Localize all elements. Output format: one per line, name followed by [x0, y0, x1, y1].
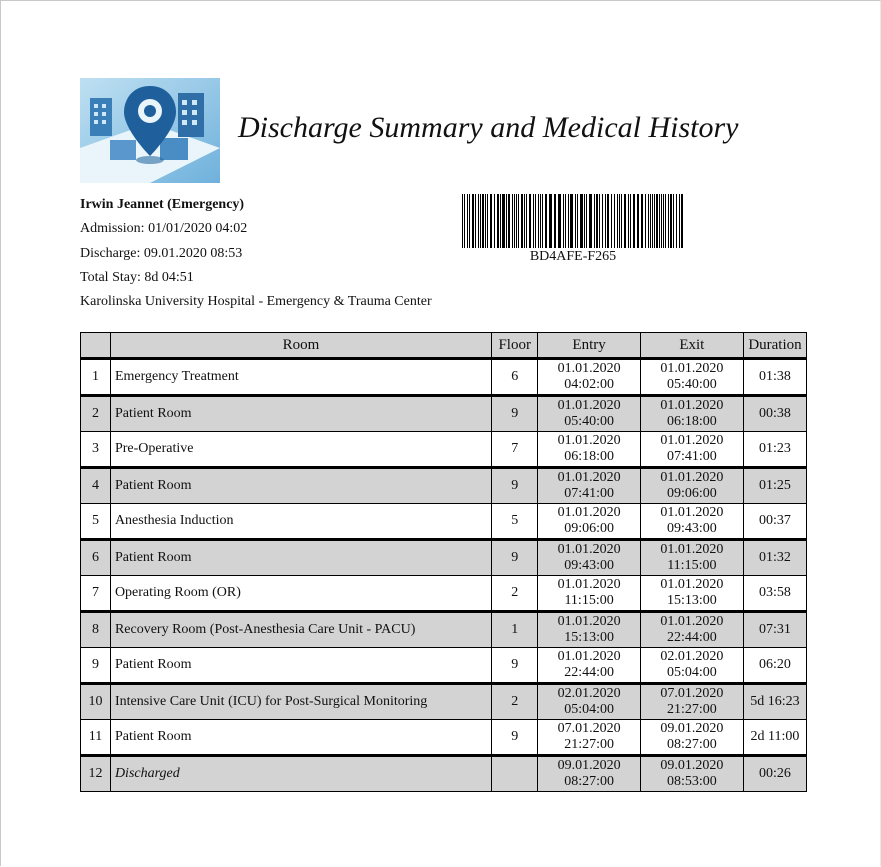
exit-time: 15:13:00 [666, 593, 717, 608]
header-exit: Exit [640, 333, 743, 359]
barcode-bar [512, 194, 513, 248]
duration-text: 01:23 [759, 441, 791, 456]
entry-datetime [538, 648, 640, 684]
floor [492, 468, 538, 504]
barcode-bar [521, 194, 523, 248]
header-duration: Duration [743, 333, 806, 359]
barcode-bar [545, 194, 547, 248]
barcode-bar [464, 194, 465, 248]
barcode-bar [485, 194, 486, 248]
row-number-text: 5 [91, 513, 99, 528]
barcode-bar [586, 194, 587, 248]
barcode-bar [599, 194, 600, 248]
room-name [110, 576, 491, 612]
exit-datetime [640, 756, 743, 792]
duration [743, 359, 806, 396]
duration [743, 756, 806, 792]
barcode-bar [554, 194, 556, 248]
exit-date: 01.01.2020 [660, 613, 724, 629]
room-name-text: Patient Room [114, 478, 192, 493]
barcode-bar [575, 194, 576, 248]
exit-datetime [640, 396, 743, 432]
entry-datetime [538, 684, 640, 720]
barcode-bar [538, 194, 539, 248]
table-header-row [81, 333, 807, 359]
entry-datetime [538, 720, 640, 756]
room-name [110, 468, 491, 504]
barcode-bar [490, 194, 492, 248]
row-number-text: 3 [91, 441, 99, 456]
entry-date: 01.01.2020 [557, 541, 621, 557]
duration-text: 00:38 [759, 406, 791, 421]
exit-datetime [640, 684, 743, 720]
floor-text: 1 [511, 622, 519, 637]
barcode-bar [568, 194, 569, 248]
document-title: Discharge Summary and Medical History [238, 111, 739, 144]
barcode-bar [533, 194, 534, 248]
room-name-text: Patient Room [114, 729, 192, 744]
barcode-bar [659, 194, 660, 248]
duration [743, 432, 806, 468]
row-number [81, 396, 111, 432]
row-number-text: 10 [88, 694, 103, 709]
barcode-bar [584, 194, 585, 248]
entry-date: 01.01.2020 [557, 397, 621, 413]
row-number-text: 2 [91, 406, 99, 421]
total-stay: Total Stay: 8d 04:51 [80, 269, 194, 285]
row-number-text: 1 [91, 369, 99, 384]
row-number [81, 648, 111, 684]
entry-date: 09.01.2020 [557, 757, 621, 773]
room-name-text: Patient Room [114, 657, 192, 672]
barcode-bar [472, 194, 474, 248]
duration [743, 540, 806, 576]
duration [743, 684, 806, 720]
duration-text: 2d 11:00 [750, 729, 800, 744]
entry-time: 08:27:00 [564, 774, 614, 789]
floor-text: 2 [511, 585, 519, 600]
exit-date: 01.01.2020 [660, 397, 724, 413]
duration [743, 468, 806, 504]
hospital-location-icon [80, 78, 220, 183]
patient-name: Irwin Jeannet (Emergency) [80, 197, 245, 212]
floor [492, 504, 538, 540]
barcode-bar [645, 194, 646, 248]
entry-time: 05:04:00 [564, 702, 614, 717]
barcode-bar [611, 194, 612, 248]
room-history-table [80, 332, 807, 792]
barcode-bar [577, 194, 578, 248]
row-number [81, 612, 111, 648]
barcode-bar [469, 194, 470, 248]
barcode-bar [596, 194, 598, 248]
room-name [110, 540, 491, 576]
entry-time: 05:40:00 [564, 414, 614, 429]
table-row [81, 648, 807, 684]
entry-time: 11:15:00 [564, 593, 614, 608]
row-number [81, 720, 111, 756]
exit-date: 07.01.2020 [660, 685, 724, 701]
exit-time: 11:15:00 [667, 558, 717, 573]
room-name [110, 720, 491, 756]
entry-date: 01.01.2020 [557, 648, 621, 664]
barcode-bar [589, 194, 592, 248]
entry-datetime [538, 504, 640, 540]
header-entry: Entry [538, 333, 640, 359]
entry-time: 07:41:00 [564, 486, 614, 501]
floor [492, 576, 538, 612]
row-number-text: 9 [91, 657, 99, 672]
floor [492, 648, 538, 684]
entry-time: 06:18:00 [564, 449, 614, 464]
hospital-logo [80, 78, 220, 183]
room-name [110, 684, 491, 720]
barcode-bar [628, 194, 629, 248]
floor [492, 396, 538, 432]
header-number [81, 333, 111, 359]
entry-datetime [538, 432, 640, 468]
barcode-bar [563, 194, 564, 248]
floor [492, 756, 538, 792]
duration [743, 504, 806, 540]
exit-datetime [640, 576, 743, 612]
floor [492, 684, 538, 720]
room-name [110, 396, 491, 432]
entry-time: 22:44:00 [564, 665, 614, 680]
barcode-bar [475, 194, 476, 248]
header-floor: Floor [492, 333, 538, 359]
facility-name: Karolinska University Hospital - Emergency & Trauma Center [80, 294, 432, 310]
barcode-bar [506, 194, 507, 248]
admission-date: Admission: 01/01/2020 04:02 [80, 221, 248, 237]
duration-text: 01:25 [759, 478, 791, 493]
entry-datetime [538, 540, 640, 576]
barcode-bar [617, 194, 618, 248]
row-number [81, 359, 111, 396]
table-row [81, 396, 807, 432]
exit-time: 08:53:00 [666, 774, 717, 789]
floor-text: 2 [511, 694, 519, 709]
table-row [81, 756, 807, 792]
barcode-bar [502, 194, 505, 248]
duration [743, 648, 806, 684]
barcode-bar [524, 194, 525, 248]
barcode [460, 194, 686, 250]
exit-datetime [640, 540, 743, 576]
barcode-bar [549, 194, 552, 248]
barcode-bar [670, 194, 672, 248]
room-name-text: Intensive Care Unit (ICU) for Post-Surgical Monitoring [114, 694, 428, 709]
barcode-bar [665, 194, 666, 248]
floor-text: 6 [511, 369, 519, 384]
barcode-bar [673, 194, 674, 248]
barcode-bar [650, 194, 651, 248]
duration-text: 07:31 [759, 622, 791, 637]
exit-date: 02.01.2020 [660, 648, 724, 664]
entry-date: 01.01.2020 [557, 613, 621, 629]
entry-date: 01.01.2020 [557, 576, 621, 592]
exit-datetime [640, 432, 743, 468]
exit-datetime [640, 720, 743, 756]
barcode-bar [633, 194, 635, 248]
entry-datetime [538, 576, 640, 612]
entry-time: 09:43:00 [564, 558, 614, 573]
floor [492, 540, 538, 576]
barcode-bar [663, 194, 664, 248]
floor-text: 9 [511, 729, 519, 744]
entry-time: 04:02:00 [564, 377, 614, 392]
barcode-bar [580, 194, 583, 248]
header-room: Room [110, 333, 491, 359]
table-row [81, 576, 807, 612]
room-name [110, 359, 491, 396]
entry-time: 09:06:00 [564, 521, 614, 536]
exit-datetime [640, 612, 743, 648]
entry-date: 01.01.2020 [557, 432, 621, 448]
barcode-bar [467, 194, 468, 248]
duration-text: 5d 16:23 [750, 694, 800, 709]
barcode-bar [624, 194, 626, 248]
room-name [110, 648, 491, 684]
table-row [81, 432, 807, 468]
entry-datetime [538, 756, 640, 792]
room-name-text: Discharged [114, 766, 180, 781]
room-name-text: Anesthesia Induction [114, 513, 234, 528]
barcode-bar [487, 194, 488, 248]
table-row [81, 504, 807, 540]
barcode-bar [621, 194, 622, 248]
barcode-bar [482, 194, 484, 248]
barcode-bar [508, 194, 510, 248]
barcode-bar [478, 194, 479, 248]
barcode-bar [602, 194, 603, 248]
barcode-bar [630, 194, 631, 248]
exit-date: 09.01.2020 [660, 720, 724, 736]
room-name-text: Recovery Room (Post-Anesthesia Care Unit - PACU) [114, 622, 416, 637]
exit-date: 01.01.2020 [660, 360, 724, 376]
barcode-bar [494, 194, 495, 248]
entry-datetime [538, 359, 640, 396]
floor [492, 720, 538, 756]
floor-text: 9 [511, 406, 519, 421]
barcode-bar [614, 194, 615, 248]
barcode-bar [526, 194, 527, 248]
row-number [81, 504, 111, 540]
exit-time: 09:43:00 [666, 521, 717, 536]
barcode-bar [480, 194, 481, 248]
barcode-bar [668, 194, 669, 248]
row-number [81, 684, 111, 720]
row-number [81, 540, 111, 576]
room-name-text: Operating Room (OR) [114, 585, 241, 600]
barcode-bar [652, 194, 653, 248]
table-row [81, 468, 807, 504]
barcode-bar [565, 194, 566, 248]
floor [492, 612, 538, 648]
floor [492, 432, 538, 468]
exit-time: 22:44:00 [666, 630, 717, 645]
duration-text: 01:38 [759, 369, 791, 384]
row-number [81, 432, 111, 468]
barcode-bar [518, 194, 519, 248]
entry-date: 01.01.2020 [557, 360, 621, 376]
floor-text: 9 [511, 657, 519, 672]
barcode-bar [529, 194, 531, 248]
barcode-bar [676, 194, 677, 248]
barcode-bar [542, 194, 543, 248]
row-number [81, 756, 111, 792]
duration [743, 612, 806, 648]
barcode-bar [654, 194, 655, 248]
exit-datetime [640, 648, 743, 684]
row-number-text: 12 [88, 766, 103, 781]
barcode-bar [500, 194, 501, 248]
row-number [81, 576, 111, 612]
barcode-bar [637, 194, 639, 248]
table-row [81, 684, 807, 720]
floor-text: 7 [511, 441, 519, 456]
barcode-bar [558, 194, 561, 248]
barcode-bar [607, 194, 609, 248]
duration [743, 720, 806, 756]
exit-datetime [640, 468, 743, 504]
exit-date: 01.01.2020 [660, 504, 724, 520]
room-name [110, 612, 491, 648]
barcode-bar [535, 194, 536, 248]
room-name [110, 756, 491, 792]
entry-date: 02.01.2020 [557, 685, 621, 701]
entry-time: 21:27:00 [564, 737, 614, 752]
exit-time: 08:27:00 [666, 737, 717, 752]
exit-date: 01.01.2020 [660, 432, 724, 448]
room-name-text: Patient Room [114, 550, 192, 565]
barcode-bar [540, 194, 541, 248]
row-number-text: 6 [91, 550, 99, 565]
barcode-bar [516, 194, 517, 248]
entry-datetime [538, 396, 640, 432]
duration-text: 03:58 [759, 585, 791, 600]
entry-date: 07.01.2020 [557, 720, 621, 736]
room-name-text: Patient Room [114, 406, 192, 421]
exit-time: 21:27:00 [666, 702, 717, 717]
entry-date: 01.01.2020 [557, 504, 621, 520]
room-name-text: Emergency Treatment [114, 369, 239, 384]
exit-date: 09.01.2020 [660, 757, 724, 773]
row-number [81, 468, 111, 504]
exit-datetime [640, 359, 743, 396]
exit-time: 05:04:00 [666, 665, 717, 680]
exit-time: 07:41:00 [666, 449, 717, 464]
discharge-date: Discharge: 09.01.2020 08:53 [80, 245, 243, 261]
room-name [110, 432, 491, 468]
row-number-text: 7 [91, 585, 99, 600]
room-name [110, 504, 491, 540]
barcode-bar [605, 194, 606, 248]
floor [492, 359, 538, 396]
barcode-bar [462, 194, 463, 248]
duration-text: 00:26 [759, 766, 791, 781]
entry-time: 15:13:00 [564, 630, 614, 645]
exit-date: 01.01.2020 [660, 541, 724, 557]
table-row [81, 612, 807, 648]
duration-text: 06:20 [759, 657, 791, 672]
table-row [81, 540, 807, 576]
barcode-bar [570, 194, 573, 248]
floor-text: 5 [511, 513, 519, 528]
entry-datetime [538, 468, 640, 504]
exit-time: 05:40:00 [666, 377, 717, 392]
exit-date: 01.01.2020 [660, 576, 724, 592]
barcode-bar [648, 194, 649, 248]
barcode-bar [619, 194, 620, 248]
entry-date: 01.01.2020 [557, 469, 621, 485]
duration-text: 00:37 [759, 513, 791, 528]
room-name-text: Pre-Operative [114, 441, 194, 456]
exit-date: 01.01.2020 [660, 469, 724, 485]
floor-text: 9 [511, 550, 519, 565]
duration-text: 01:32 [759, 550, 791, 565]
row-number-text: 11 [88, 729, 103, 744]
barcode-bar [497, 194, 499, 248]
floor-text: 9 [511, 478, 519, 493]
duration [743, 396, 806, 432]
exit-datetime [640, 504, 743, 540]
barcode-bar [641, 194, 643, 248]
exit-time: 09:06:00 [666, 486, 717, 501]
barcode-bar [681, 194, 683, 248]
barcode-bar [514, 194, 515, 248]
barcode-bar [679, 194, 680, 248]
barcode-code: BD4AFE-F265 [529, 249, 617, 264]
patient-info [80, 193, 432, 314]
duration [743, 576, 806, 612]
barcode-bar [661, 194, 662, 248]
barcode-bar [656, 194, 658, 248]
barcode-bar [594, 194, 595, 248]
table-row [81, 359, 807, 396]
entry-datetime [538, 612, 640, 648]
row-number-text: 4 [91, 478, 99, 493]
table-row [81, 720, 807, 756]
row-number-text: 8 [91, 622, 99, 637]
exit-time: 06:18:00 [666, 414, 717, 429]
